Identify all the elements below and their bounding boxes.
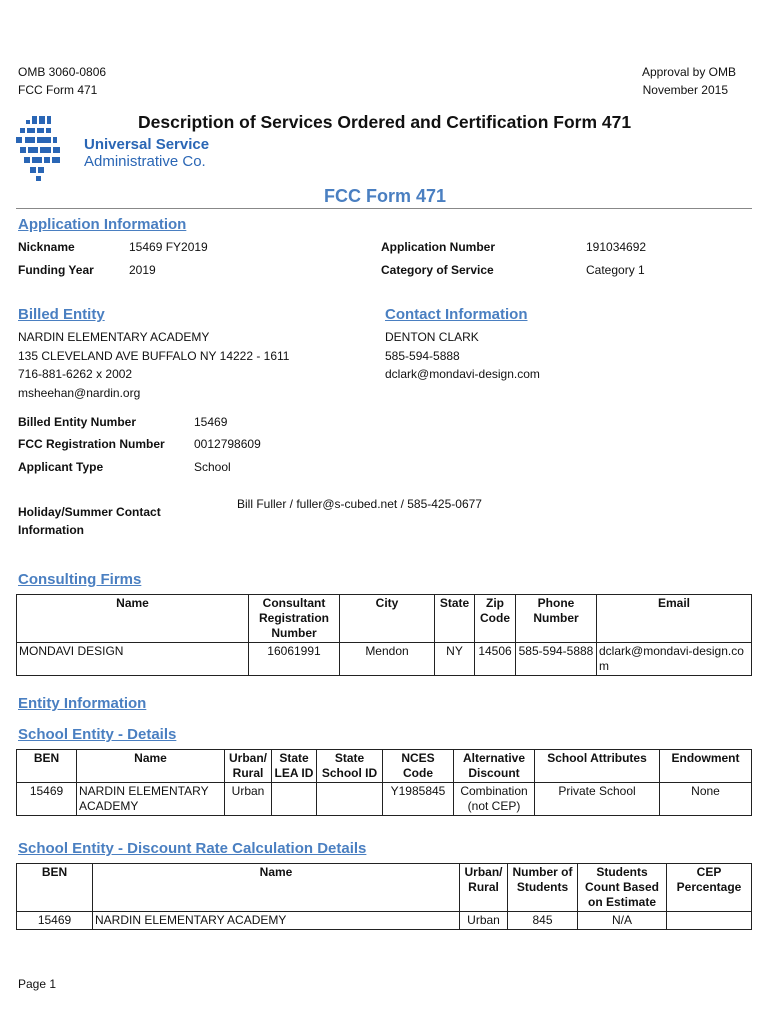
table-row	[17, 783, 752, 816]
funding-year-label: Funding Year	[18, 263, 94, 277]
cell-city: Mendon	[340, 643, 435, 676]
application-info-heading: Application Information	[18, 216, 187, 233]
billed-entity-name: NARDIN ELEMENTARY ACADEMY	[18, 330, 210, 344]
omb-number: OMB 3060-0806	[18, 65, 107, 79]
cell-alt: Combination (not CEP)	[454, 783, 535, 816]
holiday-contact-value: Bill Fuller / fuller@s-cubed.net / 585-425-0677	[237, 497, 482, 511]
col-ben: BEN	[17, 864, 93, 912]
page-title: Description of Services Ordered and Certification Form 471	[138, 112, 632, 132]
cell-name: NARDIN ELEMENTARY ACADEMY	[93, 912, 460, 930]
school-details-table	[16, 749, 752, 816]
cell-endowment: None	[660, 783, 752, 816]
applicant-type-label: Applicant Type	[18, 460, 104, 474]
discount-details-heading: School Entity - Discount Rate Calculation Details	[18, 840, 367, 857]
cell-urban: Urban	[225, 783, 272, 816]
cell-attrs: Private School	[535, 783, 660, 816]
holiday-contact-label-2: Information	[18, 523, 84, 537]
col-endowment: Endowment	[660, 750, 752, 783]
col-students: Number of Students	[508, 864, 578, 912]
col-cep: CEP Percentage	[667, 864, 752, 912]
cell-ben: 15469	[17, 783, 77, 816]
cell-students: 845	[508, 912, 578, 930]
form-number: FCC Form 471	[18, 83, 98, 97]
cell-nces: Y1985845	[383, 783, 454, 816]
nickname-label: Nickname	[18, 240, 75, 254]
table-row	[17, 912, 752, 930]
cell-ben: 15469	[17, 912, 93, 930]
approval-date: November 2015	[642, 83, 728, 97]
application-number-value: 191034692	[586, 240, 647, 254]
col-urban-rural: Urban/ Rural	[225, 750, 272, 783]
cell-cep	[667, 912, 752, 930]
contact-name: DENTON CLARK	[385, 330, 479, 344]
col-phone: Phone Number	[516, 595, 597, 643]
consulting-firms-heading: Consulting Firms	[18, 571, 142, 588]
billed-entity-address: 135 CLEVELAND AVE BUFFALO NY 14222 - 1611	[18, 349, 290, 363]
title-divider	[16, 208, 752, 209]
col-school-attrs: School Attributes	[535, 750, 660, 783]
cell-name: NARDIN ELEMENTARY ACADEMY	[77, 783, 225, 816]
billed-entity-phone: 716-881-6262 x 2002	[18, 367, 133, 381]
logo-line-2: Administrative Co.	[84, 153, 206, 170]
fcc-registration-value: 0012798609	[194, 437, 261, 451]
cell-phone: 585-594-5888	[516, 643, 597, 676]
col-city: City	[340, 595, 435, 643]
page-number: Page 1	[18, 977, 57, 991]
col-consultant-reg: Consultant Registration Number	[249, 595, 340, 643]
contact-phone: 585-594-5888	[385, 349, 460, 363]
col-name: Name	[93, 864, 460, 912]
consulting-firms-table	[16, 594, 752, 676]
entity-info-heading: Entity Information	[18, 695, 147, 712]
category-value: Category 1	[586, 263, 645, 277]
cell-estimate: N/A	[578, 912, 667, 930]
applicant-type-value: School	[194, 460, 231, 474]
billed-entity-email: msheehan@nardin.org	[18, 386, 141, 400]
table-header-row	[17, 750, 752, 783]
col-name: Name	[77, 750, 225, 783]
cell-name: MONDAVI DESIGN	[17, 643, 249, 676]
funding-year-value: 2019	[129, 263, 156, 277]
col-zip: Zip Code	[475, 595, 516, 643]
cell-zip: 14506	[475, 643, 516, 676]
col-email: Email	[597, 595, 752, 643]
table-row	[17, 643, 752, 676]
col-name: Name	[17, 595, 249, 643]
school-details-heading: School Entity - Details	[18, 726, 177, 743]
logo-line-1: Universal Service	[84, 136, 210, 153]
cell-lea	[272, 783, 317, 816]
nickname-value: 15469 FY2019	[129, 240, 208, 254]
contact-email: dclark@mondavi-design.com	[385, 367, 540, 381]
table-header-row	[17, 595, 752, 643]
contact-info-heading: Contact Information	[385, 306, 528, 323]
cell-reg: 16061991	[249, 643, 340, 676]
holiday-contact-label-1: Holiday/Summer Contact	[18, 505, 161, 519]
col-urban-rural: Urban/ Rural	[460, 864, 508, 912]
billed-entity-number-label: Billed Entity Number	[18, 415, 137, 429]
category-label: Category of Service	[381, 263, 494, 277]
col-state: State	[435, 595, 475, 643]
col-state-school: State School ID	[317, 750, 383, 783]
billed-entity-number-value: 15469	[194, 415, 228, 429]
cell-state: NY	[435, 643, 475, 676]
omb-approval: Approval by OMB	[641, 65, 736, 79]
application-number-label: Application Number	[381, 240, 496, 254]
col-ben: BEN	[17, 750, 77, 783]
col-state-lea: State LEA ID	[272, 750, 317, 783]
billed-entity-heading: Billed Entity	[18, 306, 105, 323]
discount-details-table	[16, 863, 752, 930]
cell-school-id	[317, 783, 383, 816]
form-title: FCC Form 471	[323, 186, 447, 206]
col-nces: NCES Code	[383, 750, 454, 783]
usac-logo-icon	[16, 114, 86, 186]
fcc-registration-label: FCC Registration Number	[18, 437, 165, 451]
col-estimate: Students Count Based on Estimate	[578, 864, 667, 912]
cell-email: dclark@mondavi-design.com	[597, 643, 752, 676]
table-header-row	[17, 864, 752, 912]
cell-urban: Urban	[460, 912, 508, 930]
col-alt-discount: Alternative Discount	[454, 750, 535, 783]
